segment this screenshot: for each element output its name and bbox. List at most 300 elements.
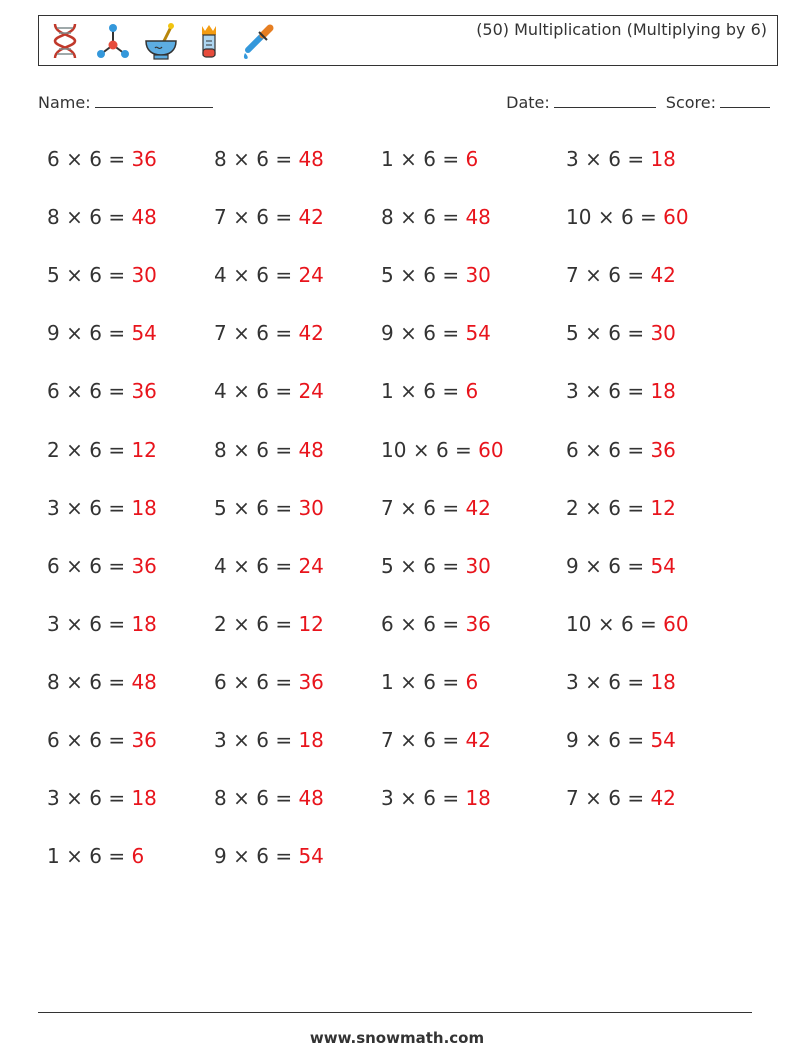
equals-sign: =	[108, 147, 126, 171]
operand-a: 8	[214, 438, 227, 462]
times-sign: ×	[400, 670, 417, 694]
answer: 48	[465, 205, 491, 229]
times-sign: ×	[233, 263, 250, 287]
operand-a: 3	[214, 728, 227, 752]
operand-b: 6	[89, 147, 102, 171]
operand-b: 6	[423, 205, 436, 229]
mortar-pestle-icon	[143, 21, 179, 61]
times-sign: ×	[66, 496, 83, 520]
answer: 18	[131, 612, 157, 636]
operand-a: 6	[566, 438, 579, 462]
problem-item	[381, 728, 491, 752]
problem-item	[566, 670, 676, 694]
times-sign: ×	[66, 379, 83, 403]
equals-sign: =	[627, 263, 645, 287]
answer: 30	[650, 321, 676, 345]
worksheet-header	[38, 15, 778, 66]
answer: 36	[131, 147, 157, 171]
times-sign: ×	[66, 612, 83, 636]
operand-a: 8	[214, 147, 227, 171]
operand-b: 6	[89, 728, 102, 752]
operand-b: 6	[608, 728, 621, 752]
times-sign: ×	[66, 554, 83, 578]
problem-item	[214, 728, 324, 752]
test-tube-icon	[191, 21, 227, 61]
answer: 42	[465, 728, 491, 752]
operand-b: 6	[608, 321, 621, 345]
operand-a: 3	[566, 147, 579, 171]
problem-item	[214, 147, 324, 171]
problem-item	[381, 379, 478, 403]
operand-a: 7	[381, 728, 394, 752]
operand-a: 9	[566, 554, 579, 578]
operand-b: 6	[608, 670, 621, 694]
problem-item	[381, 554, 491, 578]
problem-item	[214, 554, 324, 578]
times-sign: ×	[233, 205, 250, 229]
times-sign: ×	[66, 321, 83, 345]
equals-sign: =	[627, 728, 645, 752]
answer: 12	[131, 438, 157, 462]
answer: 30	[465, 554, 491, 578]
equals-sign: =	[275, 205, 293, 229]
problem-item	[566, 147, 676, 171]
operand-b: 6	[89, 438, 102, 462]
answer: 60	[663, 612, 689, 636]
operand-a: 3	[381, 786, 394, 810]
answer: 48	[131, 205, 157, 229]
operand-a: 6	[47, 554, 60, 578]
problem-item	[566, 379, 676, 403]
equals-sign: =	[627, 147, 645, 171]
operand-a: 7	[214, 321, 227, 345]
equals-sign: =	[442, 496, 460, 520]
operand-a: 8	[214, 786, 227, 810]
operand-b: 6	[423, 263, 436, 287]
answer: 54	[650, 554, 676, 578]
operand-a: 6	[47, 728, 60, 752]
name-blank[interactable]	[95, 93, 213, 108]
operand-a: 7	[214, 205, 227, 229]
answer: 36	[650, 438, 676, 462]
icon-strip	[47, 21, 275, 61]
problem-item	[381, 205, 491, 229]
equals-sign: =	[442, 321, 460, 345]
equals-sign: =	[108, 205, 126, 229]
times-sign: ×	[400, 263, 417, 287]
operand-b: 6	[256, 438, 269, 462]
problem-item	[381, 438, 504, 462]
answer: 36	[298, 670, 324, 694]
problem-item	[566, 205, 689, 229]
equals-sign: =	[442, 728, 460, 752]
operand-b: 6	[256, 379, 269, 403]
times-sign: ×	[66, 438, 83, 462]
operand-a: 5	[381, 263, 394, 287]
operand-b: 6	[89, 321, 102, 345]
equals-sign: =	[275, 844, 293, 868]
times-sign: ×	[66, 844, 83, 868]
operand-b: 6	[256, 263, 269, 287]
operand-b: 6	[89, 496, 102, 520]
answer: 54	[465, 321, 491, 345]
operand-a: 4	[214, 379, 227, 403]
problem-item	[214, 438, 324, 462]
problem-item	[214, 263, 324, 287]
times-sign: ×	[233, 147, 250, 171]
operand-b: 6	[256, 612, 269, 636]
operand-b: 6	[423, 496, 436, 520]
operand-a: 9	[381, 321, 394, 345]
times-sign: ×	[585, 147, 602, 171]
molecule-icon	[95, 21, 131, 61]
equals-sign: =	[275, 263, 293, 287]
operand-b: 6	[89, 612, 102, 636]
operand-b: 6	[256, 147, 269, 171]
operand-a: 6	[47, 147, 60, 171]
times-sign: ×	[585, 438, 602, 462]
equals-sign: =	[442, 205, 460, 229]
times-sign: ×	[233, 321, 250, 345]
equals-sign: =	[108, 554, 126, 578]
answer: 54	[298, 844, 324, 868]
equals-sign: =	[275, 379, 293, 403]
operand-a: 9	[47, 321, 60, 345]
problem-item	[566, 612, 689, 636]
operand-a: 7	[566, 786, 579, 810]
answer: 18	[298, 728, 324, 752]
equals-sign: =	[108, 670, 126, 694]
operand-b: 6	[423, 670, 436, 694]
operand-a: 10	[566, 205, 592, 229]
operand-a: 1	[381, 670, 394, 694]
equals-sign: =	[640, 612, 657, 636]
footer-url: www.snowmath.com	[309, 1029, 485, 1047]
answer: 12	[650, 496, 676, 520]
equals-sign: =	[442, 670, 460, 694]
operand-b: 6	[423, 786, 436, 810]
problem-item	[47, 612, 157, 636]
name-label: Name:	[38, 93, 91, 112]
problem-item	[47, 438, 157, 462]
answer: 36	[131, 728, 157, 752]
times-sign: ×	[233, 554, 250, 578]
times-sign: ×	[66, 728, 83, 752]
answer: 36	[131, 554, 157, 578]
problem-item	[214, 496, 324, 520]
answer: 24	[298, 379, 324, 403]
times-sign: ×	[400, 496, 417, 520]
times-sign: ×	[585, 263, 602, 287]
answer: 42	[298, 321, 324, 345]
times-sign: ×	[585, 786, 602, 810]
times-sign: ×	[585, 321, 602, 345]
operand-b: 6	[423, 728, 436, 752]
answer: 18	[465, 786, 491, 810]
answer: 54	[131, 321, 157, 345]
operand-a: 3	[566, 670, 579, 694]
operand-b: 6	[256, 728, 269, 752]
operand-a: 1	[381, 379, 394, 403]
answer: 6	[465, 379, 479, 403]
answer: 18	[650, 147, 676, 171]
operand-a: 3	[47, 786, 60, 810]
equals-sign: =	[627, 554, 645, 578]
equals-sign: =	[275, 147, 293, 171]
equals-sign: =	[275, 786, 293, 810]
operand-a: 5	[381, 554, 394, 578]
operand-a: 4	[214, 263, 227, 287]
times-sign: ×	[233, 379, 250, 403]
answer: 30	[131, 263, 157, 287]
answer: 24	[298, 554, 324, 578]
operand-b: 6	[256, 786, 269, 810]
times-sign: ×	[233, 496, 250, 520]
times-sign: ×	[233, 728, 250, 752]
equals-sign: =	[108, 496, 126, 520]
operand-b: 6	[620, 612, 634, 636]
operand-b: 6	[89, 263, 102, 287]
operand-b: 6	[256, 321, 269, 345]
times-sign: ×	[233, 438, 250, 462]
equals-sign: =	[627, 321, 645, 345]
times-sign: ×	[400, 321, 417, 345]
operand-a: 2	[47, 438, 60, 462]
equals-sign: =	[108, 786, 126, 810]
times-sign: ×	[400, 379, 417, 403]
answer: 18	[131, 496, 157, 520]
answer: 12	[298, 612, 324, 636]
equals-sign: =	[108, 844, 126, 868]
problem-item	[566, 438, 676, 462]
date-blank[interactable]	[554, 93, 656, 108]
problem-item	[214, 379, 324, 403]
times-sign: ×	[585, 670, 602, 694]
problem-item	[47, 728, 157, 752]
problem-item	[566, 786, 676, 810]
problem-item	[47, 263, 157, 287]
date-label: Date:	[506, 93, 550, 112]
answer: 30	[465, 263, 491, 287]
equals-sign: =	[627, 496, 645, 520]
operand-b: 6	[608, 786, 621, 810]
times-sign: ×	[66, 786, 83, 810]
operand-a: 1	[47, 844, 60, 868]
operand-b: 6	[620, 205, 634, 229]
answer: 48	[298, 786, 324, 810]
operand-b: 6	[89, 205, 102, 229]
operand-a: 10	[566, 612, 592, 636]
equals-sign: =	[108, 612, 126, 636]
times-sign: ×	[66, 263, 83, 287]
operand-a: 6	[381, 612, 394, 636]
equals-sign: =	[275, 438, 293, 462]
operand-b: 6	[89, 379, 102, 403]
operand-b: 6	[423, 612, 436, 636]
operand-b: 6	[256, 670, 269, 694]
problem-item	[381, 263, 491, 287]
operand-a: 3	[47, 612, 60, 636]
operand-a: 5	[566, 321, 579, 345]
operand-b: 6	[423, 321, 436, 345]
problem-item	[566, 321, 676, 345]
equals-sign: =	[275, 670, 293, 694]
answer: 54	[650, 728, 676, 752]
equals-sign: =	[108, 728, 126, 752]
equals-sign: =	[627, 786, 645, 810]
equals-sign: =	[455, 438, 472, 462]
times-sign: ×	[233, 670, 250, 694]
problem-item	[47, 321, 157, 345]
times-sign: ×	[400, 612, 417, 636]
operand-a: 5	[47, 263, 60, 287]
operand-b: 6	[435, 438, 449, 462]
times-sign: ×	[585, 554, 602, 578]
footer-divider	[38, 1012, 752, 1013]
problem-item	[566, 263, 676, 287]
operand-a: 2	[566, 496, 579, 520]
problem-item	[47, 496, 157, 520]
equals-sign: =	[108, 263, 126, 287]
times-sign: ×	[233, 844, 250, 868]
times-sign: ×	[233, 786, 250, 810]
answer: 48	[298, 147, 324, 171]
operand-b: 6	[608, 554, 621, 578]
operand-a: 6	[214, 670, 227, 694]
problem-item	[47, 670, 157, 694]
operand-b: 6	[256, 844, 269, 868]
times-sign: ×	[585, 728, 602, 752]
operand-b: 6	[89, 844, 102, 868]
operand-a: 9	[566, 728, 579, 752]
problem-item	[214, 670, 324, 694]
operand-a: 1	[381, 147, 394, 171]
answer: 36	[131, 379, 157, 403]
times-sign: ×	[585, 379, 602, 403]
problem-item	[214, 844, 324, 868]
operand-a: 4	[214, 554, 227, 578]
answer: 18	[650, 670, 676, 694]
operand-a: 3	[47, 496, 60, 520]
dna-icon	[47, 21, 83, 61]
dropper-icon	[239, 21, 275, 61]
problem-item	[214, 612, 324, 636]
operand-a: 2	[214, 612, 227, 636]
problem-item	[566, 554, 676, 578]
operand-b: 6	[256, 205, 269, 229]
times-sign: ×	[400, 554, 417, 578]
equals-sign: =	[442, 263, 460, 287]
problem-item	[47, 844, 144, 868]
times-sign: ×	[400, 786, 417, 810]
answer: 42	[465, 496, 491, 520]
equals-sign: =	[108, 321, 126, 345]
operand-a: 8	[381, 205, 394, 229]
operand-a: 7	[381, 496, 394, 520]
equals-sign: =	[275, 612, 293, 636]
times-sign: ×	[66, 205, 83, 229]
answer: 30	[298, 496, 324, 520]
operand-a: 10	[381, 438, 407, 462]
problem-item	[214, 205, 324, 229]
equals-sign: =	[275, 554, 293, 578]
operand-b: 6	[89, 554, 102, 578]
times-sign: ×	[400, 205, 417, 229]
equals-sign: =	[442, 147, 460, 171]
answer: 24	[298, 263, 324, 287]
operand-b: 6	[89, 786, 102, 810]
problem-item	[214, 321, 324, 345]
operand-a: 3	[566, 379, 579, 403]
operand-b: 6	[423, 379, 436, 403]
problem-item	[381, 321, 491, 345]
answer: 48	[298, 438, 324, 462]
score-blank[interactable]	[720, 93, 770, 108]
operand-b: 6	[608, 263, 621, 287]
operand-a: 8	[47, 205, 60, 229]
problem-item	[214, 786, 324, 810]
answer: 6	[465, 670, 479, 694]
problem-item	[381, 147, 478, 171]
equals-sign: =	[275, 496, 293, 520]
operand-b: 6	[89, 670, 102, 694]
operand-b: 6	[608, 379, 621, 403]
problem-item	[381, 670, 478, 694]
problem-item	[381, 496, 491, 520]
operand-a: 8	[47, 670, 60, 694]
date-score-fields	[506, 93, 770, 112]
equals-sign: =	[627, 379, 645, 403]
times-sign: ×	[585, 496, 602, 520]
operand-b: 6	[608, 147, 621, 171]
answer: 42	[650, 786, 676, 810]
problem-item	[47, 379, 157, 403]
answer: 42	[298, 205, 324, 229]
times-sign: ×	[412, 438, 430, 462]
equals-sign: =	[627, 438, 645, 462]
answer: 42	[650, 263, 676, 287]
answer: 48	[131, 670, 157, 694]
answer: 18	[131, 786, 157, 810]
answer: 6	[131, 844, 145, 868]
equals-sign: =	[442, 612, 460, 636]
problem-item	[566, 496, 676, 520]
answer: 60	[663, 205, 689, 229]
operand-a: 7	[566, 263, 579, 287]
equals-sign: =	[627, 670, 645, 694]
times-sign: ×	[400, 147, 417, 171]
equals-sign: =	[275, 321, 293, 345]
equals-sign: =	[108, 438, 126, 462]
answer: 60	[478, 438, 504, 462]
operand-a: 6	[47, 379, 60, 403]
operand-b: 6	[256, 554, 269, 578]
equals-sign: =	[442, 786, 460, 810]
problem-item	[47, 554, 157, 578]
times-sign: ×	[597, 612, 615, 636]
answer: 6	[465, 147, 479, 171]
equals-sign: =	[108, 379, 126, 403]
times-sign: ×	[233, 612, 250, 636]
operand-b: 6	[423, 554, 436, 578]
problem-item	[381, 786, 491, 810]
times-sign: ×	[400, 728, 417, 752]
operand-b: 6	[256, 496, 269, 520]
answer: 18	[650, 379, 676, 403]
operand-b: 6	[608, 438, 621, 462]
answer: 36	[465, 612, 491, 636]
times-sign: ×	[66, 147, 83, 171]
